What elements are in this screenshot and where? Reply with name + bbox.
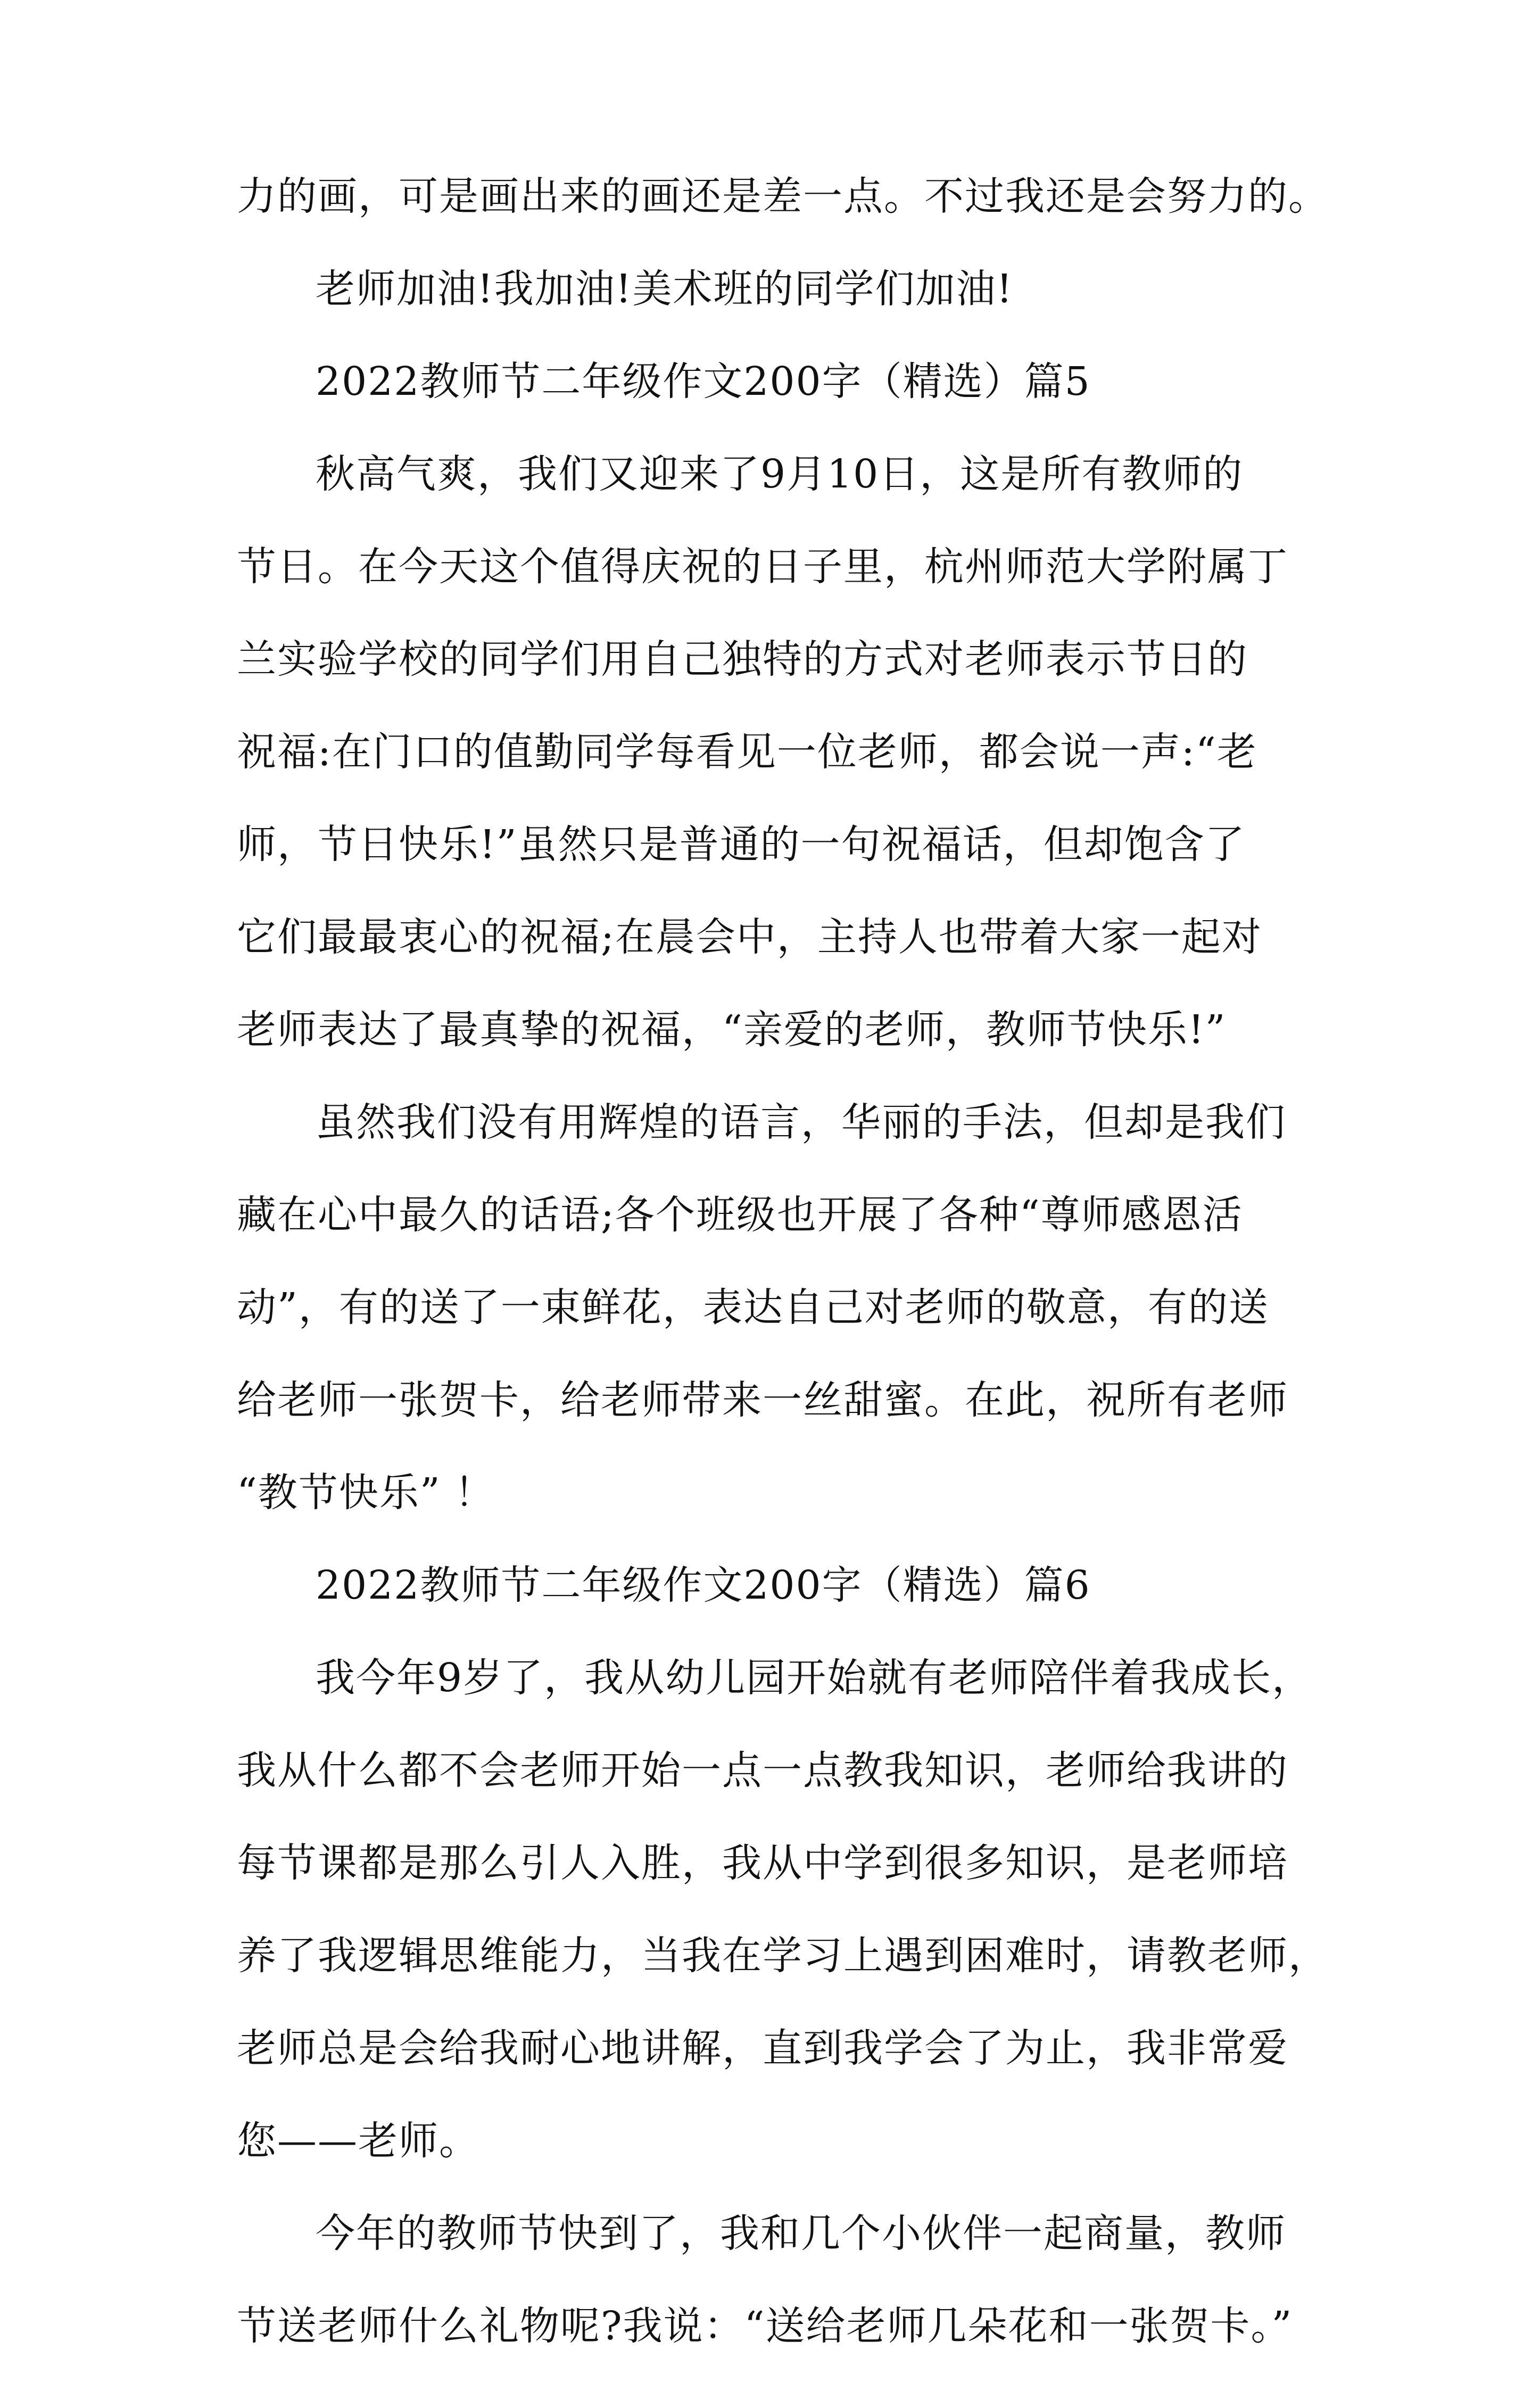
text-line: 兰实验学校的同学们用自己独特的方式对老师表示节日的 — [237, 636, 1248, 682]
text-line: 老师表达了最真挚的祝福，“亲爱的老师，教师节快乐!” — [237, 1007, 1227, 1053]
section-heading: 2022教师节二年级作文200字（精选）篇5 — [316, 359, 1091, 404]
text-line: 给老师一张贺卡，给老师带来一丝甜蜜。在此，祝所有老师 — [237, 1377, 1288, 1423]
text-line: “教节快乐” ！ — [237, 1470, 495, 1516]
section-heading: 2022教师节二年级作文200字（精选）篇6 — [316, 1562, 1091, 1608]
text-line: 我从什么都不会老师开始一点一点教我知识，老师给我讲的 — [237, 1748, 1288, 1793]
text-line: 今年的教师节快到了，我和几个小伙伴一起商量，教师 — [316, 2211, 1286, 2256]
text-line: 养了我逻辑思维能力，当我在学习上遇到困难时，请教老师， — [237, 1933, 1329, 1979]
text-line: 藏在心中最久的话语;各个班级也开展了各种“尊师感恩活 — [237, 1192, 1243, 1238]
text-line: 老师加油!我加油!美术班的同学们加油! — [316, 266, 1014, 312]
text-line: 它们最最衷心的祝福;在晨会中，主持人也带着大家一起对 — [237, 914, 1262, 960]
text-line: 虽然我们没有用辉煌的语言，华丽的手法，但却是我们 — [316, 1099, 1286, 1145]
text-line: 师，节日快乐!”虽然只是普通的一句祝福话，但却饱含了 — [237, 822, 1246, 867]
text-line: 节送老师什么礼物呢?我说：“送给老师几朵花和一张贺卡。” — [237, 2303, 1293, 2349]
text-line: 您——老师。 — [237, 2118, 479, 2164]
text-line: 我今年9岁了，我从幼儿园开始就有老师陪伴着我成长， — [316, 1655, 1313, 1701]
text-line: 老师总是会给我耐心地讲解，直到我学会了为止，我非常爱 — [237, 2025, 1288, 2071]
text-line: 每节课都是那么引人入胜，我从中学到很多知识，是老师培 — [237, 1840, 1288, 1886]
text-line: 动”，有的送了一束鲜花，表达自己对老师的敬意，有的送 — [237, 1285, 1269, 1330]
text-line: 节日。在今天这个值得庆祝的日子里，杭州师范大学附属丁 — [237, 544, 1288, 590]
text-line: 祝福:在门口的值勤同学每看见一位老师，都会说一声:“老 — [237, 729, 1257, 775]
document-body — [237, 173, 1329, 2399]
text-line: 秋高气爽，我们又迎来了9月10日，这是所有教师的 — [316, 451, 1244, 497]
text-line: 力的画，可是画出来的画还是差一点。不过我还是会努力的。 — [237, 173, 1329, 219]
